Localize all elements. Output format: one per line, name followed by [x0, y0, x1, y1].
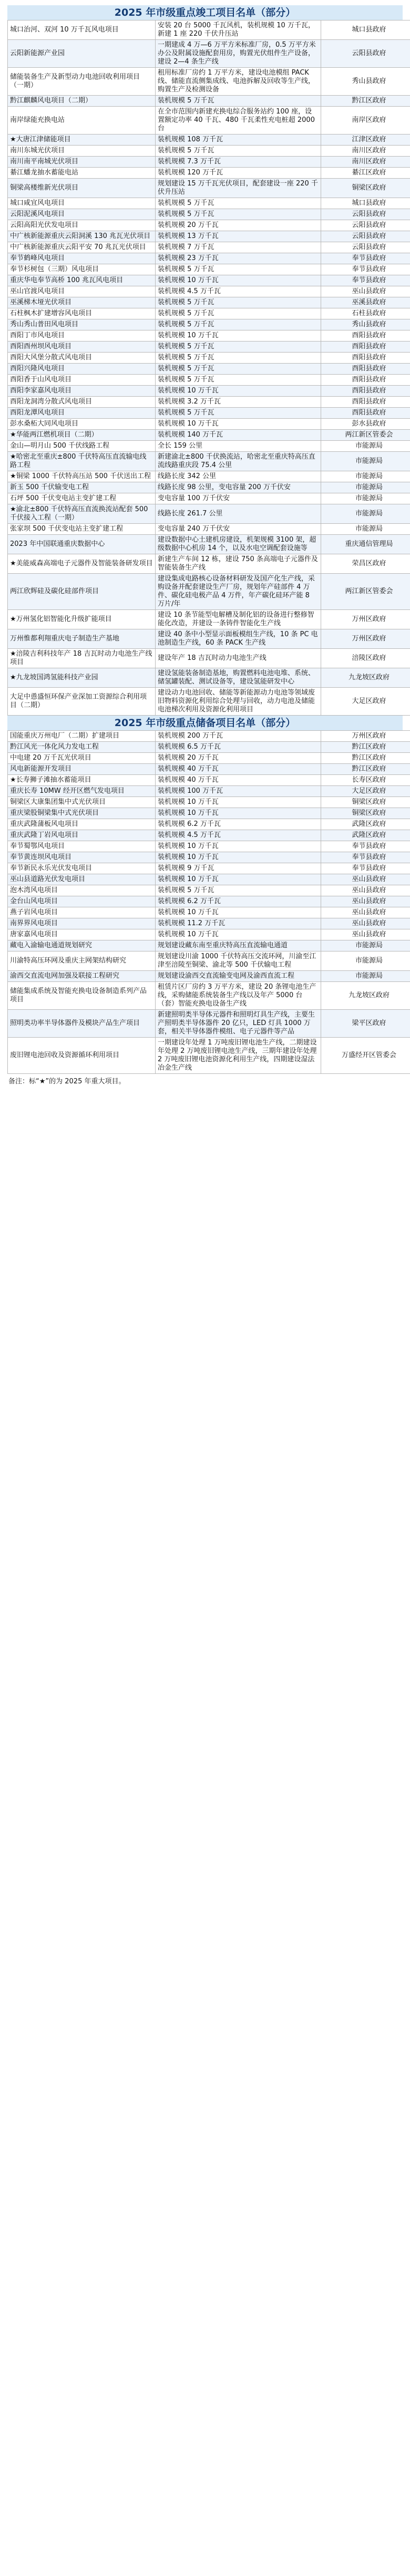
project-content-cell: 装机规模 108 万千瓦 [156, 135, 321, 146]
project-name-cell: ★美能威森高端电子元器件及智能装备研发项目 [8, 554, 156, 574]
responsible-unit-cell: 长寿区政府 [321, 775, 410, 786]
project-name-cell: 酉阳龙洞湾分散式风电项目 [8, 397, 156, 408]
project-content-cell: 线路长度 98 公里，变电容量 200 万千伏安 [156, 482, 321, 493]
responsible-unit-cell: 两江新区管委会 [321, 430, 410, 441]
responsible-unit-cell: 酉阳县政府 [321, 353, 410, 364]
project-content-cell: 装机规模 7.3 万千瓦 [156, 157, 321, 168]
project-name-cell: 奉节蜀鄂风电项目 [8, 841, 156, 852]
table-row [8, 330, 410, 342]
responsible-unit-cell: 市能源局 [321, 940, 410, 951]
responsible-unit-cell: 城口县政府 [321, 198, 410, 209]
completed-projects-body [8, 20, 410, 716]
responsible-unit-cell: 市能源局 [321, 493, 410, 504]
project-content-cell: 建设氢能装备制造基地，购置燃料电池电堆、系统、储氢罐装配、测试设备等，建设氢能研发中心 [156, 668, 321, 688]
table-row [8, 375, 410, 386]
project-name-cell: 中电建 20 万千瓦光伏项目 [8, 753, 156, 764]
responsible-unit-cell: 市能源局 [321, 951, 410, 971]
table-row [8, 40, 410, 68]
table-row [8, 731, 410, 742]
responsible-unit-cell: 彭水县政府 [321, 419, 410, 430]
table-row [8, 896, 410, 907]
project-name-cell: 巫山官渡风电项目 [8, 286, 156, 297]
project-content-cell: 线路长度 261.7 公里 [156, 504, 321, 524]
project-name-cell: 南川南平南城光伏项目 [8, 157, 156, 168]
project-content-cell: 装机规模 6.2 万千瓦 [156, 896, 321, 907]
project-content-cell: 安装 20 台 5000 千瓦风机，装机规模 10 万千瓦，新建 1 座 220 千伏升压站 [156, 20, 321, 40]
project-content-cell: 新建照明类半导体元器件和照明灯具生产线，主要生产照明类半导体器件 20 亿只，LED 灯具 1000 万套，相关半导体器件模组、电子元器件等产品 [156, 1010, 321, 1038]
project-content-cell: 装机规模 5 万千瓦 [156, 408, 321, 419]
responsible-unit-cell: 铜梁区政府 [321, 179, 410, 198]
project-name-cell: 奉节黄连坝风电项目 [8, 852, 156, 863]
table-row [8, 179, 410, 198]
project-content-cell: 装机规模 5 万千瓦 [156, 96, 321, 107]
project-name-cell: 2023 年中国联通重庆数据中心 [8, 535, 156, 554]
project-name-cell: ★哈密北至重庆±800 千伏特高压直流输电线路工程 [8, 452, 156, 471]
project-content-cell: 装机规模 10 万千瓦 [156, 929, 321, 940]
table-row [8, 419, 410, 430]
project-name-cell: 石柱枫木扩建增容风电项目 [8, 308, 156, 319]
project-name-cell: 彭水桑柘大同风电项目 [8, 419, 156, 430]
table-row [8, 275, 410, 286]
responsible-unit-cell: 秀山县政府 [321, 319, 410, 330]
responsible-unit-cell: 市能源局 [321, 504, 410, 524]
responsible-unit-cell: 荣昌区政府 [321, 554, 410, 574]
responsible-unit-cell: 巫山县政府 [321, 885, 410, 896]
table-row [8, 535, 410, 554]
project-content-cell: 装机规模 3.2 万千瓦 [156, 397, 321, 408]
table-row [8, 971, 410, 982]
table-row [8, 504, 410, 524]
project-name-cell: 綦江蟠龙抽水蓄能电站 [8, 168, 156, 179]
responsible-unit-cell: 巫山县政府 [321, 918, 410, 929]
table-row [8, 168, 410, 179]
table-row [8, 852, 410, 863]
project-name-cell: 金山—明月山 500 千伏线路工程 [8, 441, 156, 452]
project-content-cell: 装机规模 100 万千瓦 [156, 786, 321, 797]
reserve-projects-table [7, 730, 410, 1074]
responsible-unit-cell: 九龙坡区政府 [321, 982, 410, 1010]
reserve-projects-body [8, 731, 410, 1074]
table-row [8, 20, 410, 40]
footer-note: 备注：标“★”的为 2025 年重大项目。 [8, 1078, 126, 1085]
project-name-cell: 中广核新能源重庆云阳平安 70 兆瓦光伏项目 [8, 242, 156, 253]
responsible-unit-cell: 大足区政府 [321, 786, 410, 797]
table-row [8, 629, 410, 649]
project-name-cell: 南川东城光伏项目 [8, 146, 156, 157]
responsible-unit-cell: 云阳县政府 [321, 40, 410, 68]
table-row [8, 668, 410, 688]
project-content-cell: 建设数据中心土建机房建设，机架规模 3100 架，超级数据中心机房 14 个，以及水电空调配套设施等 [156, 535, 321, 554]
project-name-cell: 酉阳大风堡分散式风电项目 [8, 353, 156, 364]
project-name-cell: 酉阳兴隆风电项目 [8, 364, 156, 375]
table-row [8, 574, 410, 610]
responsible-unit-cell: 黔江区政府 [321, 742, 410, 753]
project-name-cell: 中广核新能源重庆云阳洞溪 130 兆瓦光伏项目 [8, 231, 156, 242]
table-row [8, 841, 410, 852]
responsible-unit-cell: 市能源局 [321, 971, 410, 982]
table-row [8, 764, 410, 775]
project-name-cell: 云阳泥溪风电项目 [8, 209, 156, 220]
responsible-unit-cell: 綦江区政府 [321, 168, 410, 179]
table-row [8, 918, 410, 929]
responsible-unit-cell: 万州区政府 [321, 731, 410, 742]
responsible-unit-cell: 黔江区政府 [321, 96, 410, 107]
project-content-cell: 装机规模 200 万千瓦 [156, 731, 321, 742]
project-content-cell: 装机规模 5 万千瓦 [156, 209, 321, 220]
table-row [8, 471, 410, 482]
project-name-cell: 川渝特高压环网及重庆主网架结构研究 [8, 951, 156, 971]
project-content-cell: 装机规模 10 万千瓦 [156, 419, 321, 430]
table-row [8, 786, 410, 797]
project-content-cell: 新建渝北±800 千伏换流站，哈密北至重庆特高压直流线路重庆段 75.4 公里 [156, 452, 321, 471]
project-name-cell: 南岸绿能充换电站 [8, 107, 156, 135]
responsible-unit-cell: 奉节县政府 [321, 841, 410, 852]
table-row [8, 242, 410, 253]
responsible-unit-cell: 酉阳县政府 [321, 330, 410, 342]
table-row [8, 353, 410, 364]
project-content-cell: 装机规模 40 万千瓦 [156, 764, 321, 775]
project-content-cell: 租用标准厂房约 1 万平方米，建设电池模组 PACK 线、储能直流侧集成线、电池拆解及回收等生产线，购置生产及检测设备 [156, 68, 321, 96]
responsible-unit-cell: 黔江区政府 [321, 753, 410, 764]
project-name-cell: 云阳新能源产业园 [8, 40, 156, 68]
project-name-cell: 照明类功率半导体器件及模块产品生产项目 [8, 1010, 156, 1038]
table-row [8, 1038, 410, 1074]
project-name-cell: 重庆梁股铜梁集中式光伏项目 [8, 808, 156, 819]
responsible-unit-cell: 酉阳县政府 [321, 408, 410, 419]
project-content-cell: 装机规模 120 万千瓦 [156, 168, 321, 179]
table-row [8, 982, 410, 1010]
project-content-cell: 装机规模 10 万千瓦 [156, 330, 321, 342]
responsible-unit-cell: 奉节县政府 [321, 264, 410, 275]
responsible-unit-cell: 酉阳县政府 [321, 386, 410, 397]
project-content-cell: 装机规模 7 万千瓦 [156, 242, 321, 253]
project-content-cell: 租赁片区厂房约 3 万平方米，建设 20 条锂电池生产线，采购储能系统装备生产线以及年产 5000 台（套）智能充换电设备生产线 [156, 982, 321, 1010]
project-name-cell: 渝西交直流电网加强及联接工程研究 [8, 971, 156, 982]
table-row [8, 157, 410, 168]
project-content-cell: 装机规模 9 万千瓦 [156, 863, 321, 874]
project-name-cell: 酉阳酉州坝风电项目 [8, 342, 156, 353]
table-row [8, 264, 410, 275]
project-content-cell: 装机规模 20 万千瓦 [156, 220, 321, 231]
project-name-cell: ★大唐江津储能项目 [8, 135, 156, 146]
project-content-cell: 装机规模 10 万千瓦 [156, 852, 321, 863]
project-content-cell: 装机规模 5 万千瓦 [156, 364, 321, 375]
table-row [8, 209, 410, 220]
table-row [8, 430, 410, 441]
table-row [8, 408, 410, 419]
table-row [8, 940, 410, 951]
project-content-cell: 装机规模 5 万千瓦 [156, 198, 321, 209]
table-row [8, 688, 410, 716]
responsible-unit-cell: 市能源局 [321, 452, 410, 471]
project-name-cell: 城口治河、双河 10 万千瓦风电项目 [8, 20, 156, 40]
table-row [8, 1010, 410, 1038]
project-content-cell: 装机规模 10 万千瓦 [156, 275, 321, 286]
project-name-cell: 酉阳李家嘉风电项目 [8, 386, 156, 397]
completed-projects-table [7, 20, 410, 716]
project-content-cell: 装机规模 5 万千瓦 [156, 319, 321, 330]
responsible-unit-cell: 大足区政府 [321, 688, 410, 716]
table-row [8, 753, 410, 764]
project-name-cell: 唐家嘉风电项目 [8, 929, 156, 940]
responsible-unit-cell: 武隆区政府 [321, 819, 410, 830]
project-name-cell: ★长寿狮子滩抽水蓄能项目 [8, 775, 156, 786]
table-row [8, 493, 410, 504]
table-row [8, 386, 410, 397]
project-name-cell: 铜梁高楼维新光伏项目 [8, 179, 156, 198]
responsible-unit-cell: 石柱县政府 [321, 308, 410, 319]
responsible-unit-cell: 云阳县政府 [321, 242, 410, 253]
project-name-cell: 酉阳香于山风电项目 [8, 375, 156, 386]
project-name-cell: 储能装备生产及新型动力电池回收利用项目（一期） [8, 68, 156, 96]
responsible-unit-cell: 云阳县政府 [321, 220, 410, 231]
project-content-cell: 装机规模 6.2 万千瓦 [156, 819, 321, 830]
project-content-cell: 装机规模 13 万千瓦 [156, 231, 321, 242]
responsible-unit-cell: 酉阳县政府 [321, 364, 410, 375]
responsible-unit-cell: 市能源局 [321, 482, 410, 493]
responsible-unit-cell: 市能源局 [321, 524, 410, 535]
table-row [8, 107, 410, 135]
project-content-cell: 装机规模 5 万千瓦 [156, 885, 321, 896]
project-name-cell: ★华能两江燃机项目（二期） [8, 430, 156, 441]
project-content-cell: 线路长度 342 公里 [156, 471, 321, 482]
project-name-cell: 秀山秀山普田风电项目 [8, 319, 156, 330]
table-row [8, 220, 410, 231]
responsible-unit-cell: 云阳县政府 [321, 231, 410, 242]
responsible-unit-cell: 奉节县政府 [321, 863, 410, 874]
project-name-cell: 新玉 500 千伏输变电工程 [8, 482, 156, 493]
responsible-unit-cell: 涪陵区政府 [321, 649, 410, 668]
table-row [8, 929, 410, 940]
project-name-cell: 燕子岩风电项目 [8, 907, 156, 918]
responsible-unit-cell: 黔江区政府 [321, 764, 410, 775]
table-row [8, 96, 410, 107]
project-name-cell: 奉节鹤峰风电项目 [8, 253, 156, 264]
project-content-cell: 规划建设渝西交直流输变电网及渝西直流工程 [156, 971, 321, 982]
table-row [8, 863, 410, 874]
table-row [8, 68, 410, 96]
project-content-cell: 建设 40 条中小型显示面板模组生产线，10 条 PC 电池制造生产线，60 条 PACK 生产线 [156, 629, 321, 649]
project-content-cell: 装机规模 4.5 万千瓦 [156, 830, 321, 841]
project-content-cell: 装机规模 5 万千瓦 [156, 308, 321, 319]
project-name-cell: 酉阳丁市风电项目 [8, 330, 156, 342]
project-name-cell: 泡木湾风电项目 [8, 885, 156, 896]
project-name-cell: ★铜梁 1000 千伏特高压站 500 千伏送出工程 [8, 471, 156, 482]
project-content-cell: 装机规模 10 万千瓦 [156, 797, 321, 808]
responsible-unit-cell: 铜梁区政府 [321, 797, 410, 808]
table-row [8, 885, 410, 896]
responsible-unit-cell: 巫山县政府 [321, 896, 410, 907]
project-name-cell: 城口咸宜风电项目 [8, 198, 156, 209]
project-name-cell: 国能重庆万州电厂（二期）扩建项目 [8, 731, 156, 742]
project-content-cell: 在全市范围内新建充换电综合服务站约 100 座，设置额定功率 40 千瓦、480 千瓦柔性充电桩超 2000 台 [156, 107, 321, 135]
table-row [8, 308, 410, 319]
project-content-cell: 变电容量 100 万千伏安 [156, 493, 321, 504]
responsible-unit-cell: 酉阳县政府 [321, 342, 410, 353]
table-row [8, 286, 410, 297]
responsible-unit-cell: 万州区政府 [321, 629, 410, 649]
project-content-cell: 装机规模 5 万千瓦 [156, 297, 321, 308]
table-row [8, 951, 410, 971]
project-name-cell: 张家坝 500 千伏变电站主变扩建工程 [8, 524, 156, 535]
responsible-unit-cell: 奉节县政府 [321, 852, 410, 863]
responsible-unit-cell: 市能源局 [321, 471, 410, 482]
section1-title: 2025 年市级重点竣工项目名单（部分） [7, 5, 403, 20]
table-row [8, 342, 410, 353]
project-name-cell: 酉阳龙潭风电项目 [8, 408, 156, 419]
project-content-cell: 装机规模 5 万千瓦 [156, 342, 321, 353]
table-row [8, 907, 410, 918]
project-content-cell: 装机规模 40 万千瓦 [156, 775, 321, 786]
project-content-cell: 装机规模 5 万千瓦 [156, 353, 321, 364]
table-row [8, 297, 410, 308]
responsible-unit-cell: 酉阳县政府 [321, 375, 410, 386]
project-content-cell: 装机规模 140 万千瓦 [156, 430, 321, 441]
project-name-cell: 南界界风电项目 [8, 918, 156, 929]
project-name-cell: 奉节新民永乐光伏发电项目 [8, 863, 156, 874]
responsible-unit-cell: 奉节县政府 [321, 275, 410, 286]
project-content-cell: 建设 10 条节能型电解槽及制化铝的设备进行整修智能化改造，并建设一条铸件智能化生产线 [156, 610, 321, 629]
table-row [8, 397, 410, 408]
project-content-cell: 建设动力电池回收、储能等新能源动力电池等领域废旧物料资源化利用综合处理与回收，动力电池及储能电池梯次利用及资源化利用项目 [156, 688, 321, 716]
responsible-unit-cell: 巫山县政府 [321, 929, 410, 940]
responsible-unit-cell: 秀山县政府 [321, 68, 410, 96]
project-name-cell: 重庆长寿 10MW 经开区燃气发电项目 [8, 786, 156, 797]
responsible-unit-cell: 南岸区政府 [321, 107, 410, 135]
project-name-cell: 石坪 500 千伏变电站主变扩建工程 [8, 493, 156, 504]
project-name-cell: 藏电入渝输电通道规划研究 [8, 940, 156, 951]
table-row [8, 610, 410, 629]
responsible-unit-cell: 万盛经开区管委会 [321, 1038, 410, 1074]
project-name-cell: 重庆武隆蒲板风电项目 [8, 819, 156, 830]
project-content-cell: 一期建成 4 万—6 万平方米标准厂房，0.5 万平方米办公及附属设施配套用房，购置光伏组件生产设备，建设 2—4 条生产线 [156, 40, 321, 68]
responsible-unit-cell: 两江新区管委会 [321, 574, 410, 610]
table-row [8, 135, 410, 146]
table-row [8, 830, 410, 841]
responsible-unit-cell: 巫溪县政府 [321, 297, 410, 308]
responsible-unit-cell: 九龙坡区政府 [321, 668, 410, 688]
project-content-cell: 新建生产车间 12 栋，建设 750 条高端电子元器件及智能装备生产线 [156, 554, 321, 574]
project-content-cell: 全长 159 公里 [156, 441, 321, 452]
project-content-cell: 装机规模 10 万千瓦 [156, 907, 321, 918]
table-row [8, 253, 410, 264]
project-content-cell: 建设集成电路核心设备材料研发及国产化生产线，采购设备并配套建设生产厂房，规划年产硅部件 4 万件、碳化硅电极产品 4 万件，年产碳化硅环产能 8 万片/年 [156, 574, 321, 610]
project-name-cell: ★涪陵吉利科技年产 18 吉瓦时动力电池生产线项目 [8, 649, 156, 668]
project-content-cell: 装机规模 6.5 万千瓦 [156, 742, 321, 753]
project-name-cell: 云阳高阳光伏发电项目 [8, 220, 156, 231]
table-row [8, 554, 410, 574]
responsible-unit-cell: 重庆通信管理局 [321, 535, 410, 554]
project-name-cell: 重庆华电奉节高桥 100 兆瓦风电项目 [8, 275, 156, 286]
table-row [8, 146, 410, 157]
project-name-cell: 巫山县道路光伏发电项目 [8, 874, 156, 885]
project-content-cell: 装机规模 11.2 万千瓦 [156, 918, 321, 929]
project-name-cell: 废旧锂电池回收及资源循环利用项目 [8, 1038, 156, 1074]
responsible-unit-cell: 巫山县政府 [321, 286, 410, 297]
project-name-cell: 奉节杉树包（三期）风电项目 [8, 264, 156, 275]
responsible-unit-cell: 铜梁区政府 [321, 808, 410, 819]
responsible-unit-cell: 云阳县政府 [321, 209, 410, 220]
project-content-cell: 规划建设川渝 1000 千伏特高压交流环网，川渝至江津至涪陵至铜梁、渝北等 500 千伏输电工程 [156, 951, 321, 971]
responsible-unit-cell: 万州区政府 [321, 610, 410, 629]
responsible-unit-cell: 江津区政府 [321, 135, 410, 146]
project-name-cell: ★万州氢化铝智能化升级扩能项目 [8, 610, 156, 629]
project-name-cell: 黔江麒麟风电项目（二期） [8, 96, 156, 107]
project-name-cell: 巫溪梯木垭光伏项目 [8, 297, 156, 308]
project-content-cell: 装机规模 10 万千瓦 [156, 386, 321, 397]
project-name-cell: ★九龙坡国鸿氢能科技产业园 [8, 668, 156, 688]
project-name-cell: 金台山风电项目 [8, 896, 156, 907]
table-row [8, 231, 410, 242]
table-row [8, 819, 410, 830]
table-row [8, 319, 410, 330]
table-row [8, 364, 410, 375]
project-name-cell: 万州惟都利翔重庆电子制造生产基地 [8, 629, 156, 649]
project-content-cell: 装机规模 10 万千瓦 [156, 841, 321, 852]
responsible-unit-cell: 奉节县政府 [321, 253, 410, 264]
project-name-cell: 储能集成系统及智能充换电设备制造系列产品项目 [8, 982, 156, 1010]
table-row [8, 742, 410, 753]
responsible-unit-cell: 巫山县政府 [321, 907, 410, 918]
responsible-unit-cell: 市能源局 [321, 441, 410, 452]
project-content-cell: 规划建设藏东南至重庆特高压直流输电通道 [156, 940, 321, 951]
project-content-cell: 装机规模 5 万千瓦 [156, 264, 321, 275]
table-row [8, 808, 410, 819]
responsible-unit-cell: 城口县政府 [321, 20, 410, 40]
responsible-unit-cell: 巫山县政府 [321, 874, 410, 885]
project-content-cell: 装机规模 20 万千瓦 [156, 753, 321, 764]
responsible-unit-cell: 南川区政府 [321, 146, 410, 157]
project-name-cell: 风电新能源开发项目 [8, 764, 156, 775]
page [0, 0, 410, 1094]
table-row [8, 452, 410, 471]
project-name-cell: 铜梁区大康集团集中式光伏项目 [8, 797, 156, 808]
responsible-unit-cell: 梁平区政府 [321, 1010, 410, 1038]
project-content-cell: 规划建设 15 万千瓦光伏项目，配套建设一座 220 千伏升压站 [156, 179, 321, 198]
table-row [8, 524, 410, 535]
project-name-cell: 两江欣辉硅及碳化硅部件项目 [8, 574, 156, 610]
table-row [8, 482, 410, 493]
project-content-cell: 一期建设年处理 1 万吨废旧锂电池生产线，二期建设年处理 2 万吨废旧锂电池生产线，三期年建设年处理 2 万吨废旧锂电池资源化利用生产线，四期建设湿法冶金生产线 [156, 1038, 321, 1074]
table-row [8, 775, 410, 786]
project-content-cell: 装机规模 5 万千瓦 [156, 146, 321, 157]
table-row [8, 797, 410, 808]
project-content-cell: 建设年产 18 吉瓦时动力电池生产线 [156, 649, 321, 668]
table-row [8, 874, 410, 885]
project-content-cell: 装机规模 4.5 万千瓦 [156, 286, 321, 297]
table-row [8, 441, 410, 452]
project-content-cell: 装机规模 10 万千瓦 [156, 808, 321, 819]
project-name-cell: 重庆武隆丁岩风电项目 [8, 830, 156, 841]
project-name-cell: ★渝北±800 千伏特高压直流换流站配套 500 千伏接入工程（一期） [8, 504, 156, 524]
project-content-cell: 装机规模 5 万千瓦 [156, 375, 321, 386]
project-content-cell: 装机规模 10 万千瓦 [156, 874, 321, 885]
project-content-cell: 变电容量 240 万千伏安 [156, 524, 321, 535]
section2-title: 2025 年市级重点储备项目名单（部分） [7, 716, 403, 730]
table-row [8, 649, 410, 668]
project-name-cell: 大足中恿盛恒环保产业深加工资源综合利用项目（二期） [8, 688, 156, 716]
responsible-unit-cell: 武隆区政府 [321, 830, 410, 841]
responsible-unit-cell: 南川区政府 [321, 157, 410, 168]
table-row [8, 198, 410, 209]
project-name-cell: 黔江风光一体化风力发电工程 [8, 742, 156, 753]
responsible-unit-cell: 酉阳县政府 [321, 397, 410, 408]
project-content-cell: 装机规模 23 万千瓦 [156, 253, 321, 264]
